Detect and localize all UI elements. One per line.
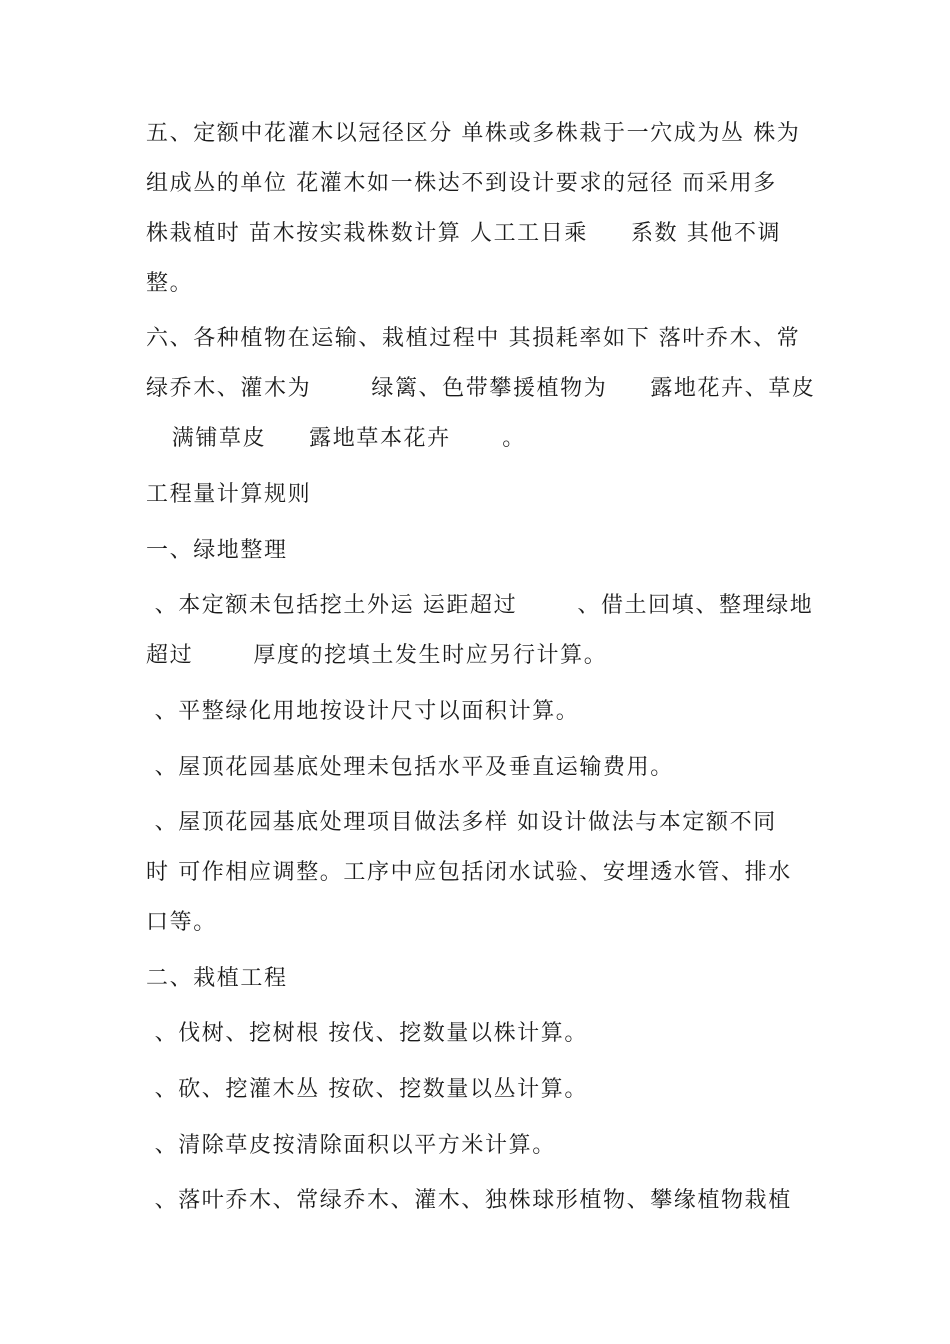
text-line: 五、定额中花灌木以冠径区分 单株或多株栽于一穴成为丛 株为 xyxy=(146,121,801,146)
text-line: 、砍、挖灌木丛 按砍、挖数量以丛计算。 xyxy=(146,1077,588,1102)
text-line: 六、各种植物在运输、栽植过程中 其损耗率如下 落叶乔木、常 xyxy=(146,326,801,351)
text-line: 满铺草皮 露地草本花卉 。 xyxy=(146,426,526,451)
text-line: 、屋顶花园基底处理项目做法多样 如设计做法与本定额不同 xyxy=(146,810,777,835)
subsection-heading: 一、绿地整理 xyxy=(146,538,288,563)
text-line: 组成丛的单位 花灌木如一株达不到设计要求的冠径 而采用多 xyxy=(146,171,777,196)
text-line: 、落叶乔木、常绿乔木、灌木、独株球形植物、攀缘植物栽植 xyxy=(146,1188,792,1213)
text-line: 、屋顶花园基底处理未包括水平及垂直运输费用。 xyxy=(146,755,674,780)
text-line: 、清除草皮按清除面积以平方米计算。 xyxy=(146,1133,556,1158)
text-line: 、伐树、挖树根 按伐、挖数量以株计算。 xyxy=(146,1021,588,1046)
text-line: 整。 xyxy=(146,271,194,296)
text-line: 口等。 xyxy=(146,910,217,935)
text-line: 、平整绿化用地按设计尺寸以面积计算。 xyxy=(146,699,580,724)
text-line: 株栽植时 苗木按实栽株数计算 人工工日乘 系数 其他不调 xyxy=(146,221,782,246)
text-line: 时 可作相应调整。工序中应包括闭水试验、安埋透水管、排水 xyxy=(146,860,792,885)
section-heading: 工程量计算规则 xyxy=(146,482,312,507)
text-line: 、本定额未包括挖土外运 运距超过 、借土回填、整理绿地 xyxy=(146,593,814,618)
subsection-heading: 二、栽植工程 xyxy=(146,966,288,991)
text-line: 超过 厚度的挖填土发生时应另行计算。 xyxy=(146,643,608,668)
text-line: 绿乔木、灌木为 绿篱、色带攀援植物为 露地花卉、草皮 xyxy=(146,376,816,401)
